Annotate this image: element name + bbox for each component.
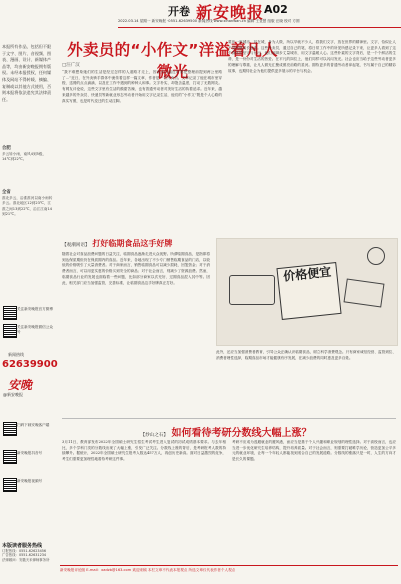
hotline-label: 新闻热线 — [8, 352, 24, 357]
service-line: 订报热线：0551-62623456 — [2, 548, 47, 553]
qr-label-video: 新安晚报视频号 — [17, 479, 43, 483]
byline: □汪广汉 — [62, 63, 80, 68]
article-body: 3月11日，教育部发布2022年全国硕士研究生招生考试考生进入复试的初试成绩基本要求。与去年相比，多个学科门类的分数线出现了大幅上涨，引发广泛关注。分数线上涨的背后，是考研报考人数的持续攀升。据统计，2022年全国硕士研究生报考人数达457万人，再创历史新高。面对日益激烈的竞争，考生们需要更加理性地看待考研这件事。 — [62, 440, 226, 462]
price-tag-icon — [344, 278, 385, 307]
qr-code-icon[interactable] — [3, 306, 17, 320]
app-handle: @新安晚报 — [3, 392, 23, 397]
article-body: “我不难想象她们的生活是经过怎样的人道路才走上，因而大山逼近时要把整理前提到两公里路了…”近日，在外卖骑手群体中流传着这样一篇文章，作者是一名外卖员。文章记录了他在城市里穿梭、送餐的点点滴滴，以及在工作中遇到的种种人和事。文字朴实，却饱含温度，打动了无数网友。有网友评论说，这些文字里有生活的酸甜苦辣，也有普通劳动者对美好生活的执着追求。近年来，越来越多的外卖员、快递员等新就业形态劳动者开始用文字记录生活，他们的“小作文”既是个人心路的真实写照，也是时代变迁的生动注脚。 — [62, 70, 222, 103]
service-line: 法律顾问：安徽天禾律师事务所 — [2, 557, 50, 562]
qr-code-icon[interactable] — [3, 422, 17, 436]
reader-service — [2, 544, 56, 562]
main-headline: 外卖员的“小作文”洋溢着凡人微光 — [67, 41, 278, 81]
hotline-number: 62639900 — [2, 359, 58, 370]
section-title — [96, 424, 356, 439]
weather-text: 多云转小雨，南风4到5级，14℃到22℃。 — [2, 151, 47, 162]
price-tag: 价格便宜 — [276, 262, 341, 320]
qr-label-weibo: 关注新安晚报官方微博 — [17, 307, 53, 311]
page-header — [0, 0, 401, 30]
header-meta: 2022.03.14 星期一 新安晚报 ·0551-62639500 新闻热线·www.xinanwan.cn 编辑 王亚慧 组版 汪晓 校对 方圆 — [118, 19, 300, 23]
section-title — [62, 238, 228, 249]
article-body: 考研不应成为逃避就业的避风港，而应当是基于个人兴趣和职业规划的理性选择。对于高校而言，也应当进一步优化研究生培养结构，提升培养质量。对于社会而言，则需要打破唯学历论，营造更加公平多元的就业环境，让每一个年轻人都能找到适合自己的发展道路。分数线的涨落只是一时，人生的方向才是长久的课题。 — [232, 440, 396, 462]
section-label: 开卷 — [168, 5, 190, 18]
reader-service-title: 本版读者服务热线 — [2, 543, 43, 549]
divider — [62, 418, 396, 419]
article-body: 此外，还应当加强消费者教育，引导公众正确认识临期食品，树立科学消费观念。只有商家诚信经营、监管到位、消费者理性选择，临期食品市场才能健康有序发展，在减少浪费的同时惠及更多百姓。 — [216, 350, 396, 360]
copyright-notice: 本报所有作品，包括但不限于文字、图片、音视频、图表、漫画、设计、新媒体产品等，均由新安晚报拥有版权。未经本报授权，任何媒体及网站不得转载、摘编、复制或以其他方式使用，否则本报将依法追究其法律责任。 — [2, 44, 52, 102]
page-footer: 新安晚报评论版 E-mail：xadzb@163.com 欢迎来稿 本栏文章不代表本报观点 所选文章仅代表作者个人观点 — [60, 568, 236, 572]
header-rule — [118, 27, 401, 28]
footer-rule — [60, 565, 398, 566]
forecast-title: 全省 — [2, 190, 11, 195]
newspaper-logo: 新安晚报 — [196, 3, 265, 22]
qr-code-icon[interactable] — [3, 324, 17, 338]
qr-label-app: 扫码下载安晚客户端 — [17, 423, 50, 427]
weather-province — [2, 190, 54, 218]
qr-label-douyin: 新安晚报抖音号 — [17, 451, 43, 455]
qr-code-icon[interactable] — [3, 450, 17, 464]
article-body: 要在一座城市，站在城，身为人微，所以早就不少人，将我们文字，放在世界的精神里。文字，恰似让人不觉间就成长起来。这些外卖员，通过自己的笔，将日常工作中的所见所感记录下来，让更多人看到了这个群体的坚守与付出。他们用脚步丈量城市，用文字温暖人心。这些朴素的文字背后，是一个个鲜活的生命，是一份份对生活的热爱。在平凡的岗位上，他们同样可以闪闪发光。社会也应当给予这些劳动者更多的理解与尊重，让凡人微光汇聚成照亮前路的星河。期待更多的普通劳动者拿起笔，书写属于自己的精彩故事，也期待社会为他们提供更多展示的平台与机会。 — [228, 40, 396, 73]
section-tag: 【观潮闲语】 — [62, 243, 90, 248]
illustration — [216, 238, 398, 346]
weather-title: 合肥 — [2, 146, 11, 151]
forecast-text: 淮北多云，沿淮淮河以南小雨转多云。淮北地区12到23℃，江淮之间13到22℃，沿江江南14到21℃。 — [2, 195, 53, 217]
article-body: 随着社会对食品浪费问题的日益关注，临期食品逐渐走进大众视野。所谓临期食品，是指即将到达保质期但仍在保质期内的食品。近年来，各地出现了不少专门销售临期食品的门店，以较低的价格吸引了大量消费者。对于商家而言，销售临期食品可以减少损耗、回笼资金；对于消费者而言，可以用更实惠的价格买到安全的商品；对于社会而言，则减少了资源浪费。然而，临期食品行业的发展也面临着一些问题，比如部分商家以次充好、过期食品混入其中等。因此，相关部门应当加强监管，完善标准，让临期食品这手好牌真正打好。 — [62, 252, 210, 285]
page-number: A02 — [264, 3, 288, 16]
qr-code-icon[interactable] — [3, 478, 17, 492]
weather-hefei — [2, 146, 54, 163]
section-title-text: 打好临期食品这手好牌 — [92, 239, 173, 248]
section-tag: 【炒山之石】 — [140, 433, 169, 438]
sidebar — [0, 20, 56, 560]
section-title-text: 如何看待考研分数线大幅上涨？ — [171, 428, 312, 439]
service-line: 广告热线：0551-62631234 — [2, 553, 47, 558]
app-logo: 安晚 — [8, 378, 33, 392]
shopping-cart-icon — [229, 275, 275, 305]
qr-label-wechat: 关注新安晚报微信公众号 — [17, 325, 53, 334]
person-icon — [367, 247, 385, 265]
